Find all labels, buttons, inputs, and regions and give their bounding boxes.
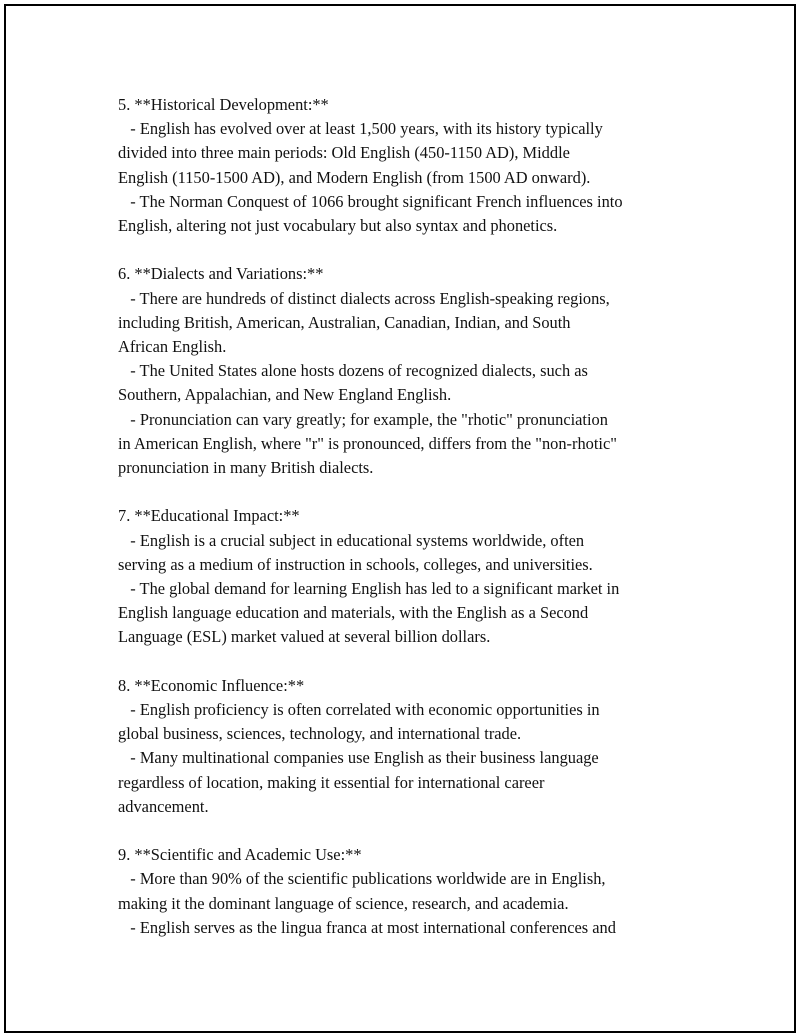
text-line: global business, sciences, technology, and international trade. — [118, 724, 522, 744]
text-line: pronunciation in many British dialects. — [118, 458, 374, 478]
text-line: - More than 90% of the scientific publications worldwide are in English, — [118, 869, 606, 889]
section-dialects-and-variations — [118, 262, 698, 480]
text-line: regardless of location, making it essential for international career — [118, 772, 545, 792]
text-line: - The global demand for learning English has led to a significant market in — [118, 579, 620, 599]
text-line: - English has evolved over at least 1,500 years, with its history typically — [118, 119, 603, 139]
section-scientific-and-academic-use — [118, 843, 698, 940]
section-educational-impact — [118, 504, 698, 649]
text-line: African English. — [118, 337, 227, 357]
document-body — [118, 93, 698, 964]
text-line: advancement. — [118, 796, 209, 816]
text-line: - English serves as the lingua franca at most international conferences and — [118, 917, 616, 937]
text-line: - There are hundreds of distinct dialects across English-speaking regions, — [118, 288, 610, 308]
text-line: making it the dominant language of science, research, and academia. — [118, 893, 569, 913]
text-line: divided into three main periods: Old English (450-1150 AD), Middle — [118, 143, 570, 163]
text-line: - English proficiency is often correlated with economic opportunities in — [118, 700, 600, 720]
text-line: English language education and materials, with the English as a Second — [118, 603, 589, 623]
text-line: - Pronunciation can vary greatly; for example, the "rhotic" pronunciation — [118, 409, 608, 429]
section-historical-development — [118, 93, 698, 238]
text-line: serving as a medium of instruction in schools, colleges, and universities. — [118, 554, 593, 574]
text-line: in American English, where "r" is pronounced, differs from the "non-rhotic" — [118, 433, 617, 453]
text-line: Southern, Appalachian, and New England English. — [118, 385, 452, 405]
text-line: including British, American, Australian, Canadian, Indian, and South — [118, 312, 571, 332]
section-economic-influence — [118, 674, 698, 819]
section-heading: 7. **Educational Impact:** — [118, 506, 300, 526]
section-heading: 5. **Historical Development:** — [118, 95, 329, 114]
text-line: - Many multinational companies use English as their business language — [118, 748, 599, 768]
text-line: - English is a crucial subject in educational systems worldwide, often — [118, 530, 585, 550]
section-heading: 6. **Dialects and Variations:** — [118, 264, 324, 284]
text-line: English (1150-1500 AD), and Modern English (from 1500 AD onward). — [118, 167, 591, 187]
text-line: - The United States alone hosts dozens of recognized dialects, such as — [118, 361, 588, 381]
text-line: - The Norman Conquest of 1066 brought significant French influences into — [118, 191, 623, 211]
text-line: English, altering not just vocabulary but also syntax and phonetics. — [118, 216, 558, 236]
text-line: Language (ESL) market valued at several billion dollars. — [118, 627, 491, 647]
section-heading: 9. **Scientific and Academic Use:** — [118, 845, 362, 865]
section-heading: 8. **Economic Influence:** — [118, 675, 305, 695]
